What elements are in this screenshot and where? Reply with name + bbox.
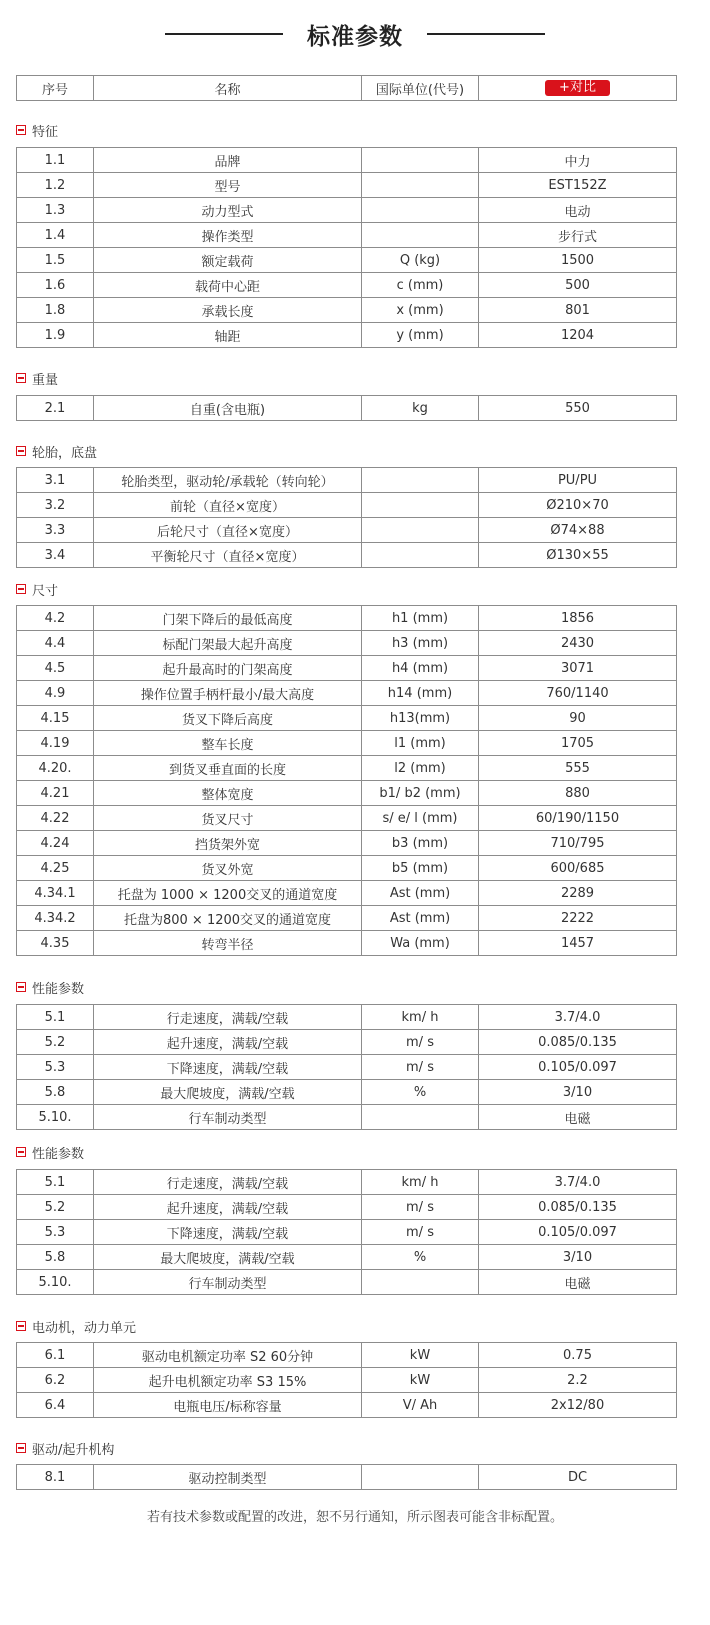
section-title: 轮胎，底盘 (32, 445, 98, 461)
row-number: 5.2 (17, 1030, 94, 1055)
param-unit: kg (362, 396, 479, 421)
collapse-minus-icon[interactable] (16, 982, 26, 992)
table-row (17, 631, 677, 656)
param-name: 起升速度，满载/空载 (94, 1030, 362, 1055)
section-header (16, 368, 58, 388)
param-name: 承载长度 (94, 298, 362, 323)
row-number: 5.1 (17, 1005, 94, 1030)
table-row (17, 198, 677, 223)
param-value: 3/10 (479, 1080, 677, 1105)
table-row (17, 298, 677, 323)
param-name: 额定载荷 (94, 248, 362, 273)
table-row (17, 881, 677, 906)
param-unit (362, 518, 479, 543)
param-name: 行走速度，满载/空载 (94, 1005, 362, 1030)
row-number: 4.9 (17, 681, 94, 706)
param-unit (362, 173, 479, 198)
row-number: 4.15 (17, 706, 94, 731)
param-unit: kW (362, 1343, 479, 1368)
table-row (17, 831, 677, 856)
table-row (17, 323, 677, 348)
row-number: 4.20. (17, 756, 94, 781)
table-row (17, 148, 677, 173)
row-number: 3.3 (17, 518, 94, 543)
param-unit: h14 (mm) (362, 681, 479, 706)
param-name: 动力型式 (94, 198, 362, 223)
param-name: 转弯半径 (94, 931, 362, 956)
param-value: 600/685 (479, 856, 677, 881)
row-number: 8.1 (17, 1465, 94, 1490)
spec-table (16, 1004, 677, 1130)
param-value: 1204 (479, 323, 677, 348)
param-unit: Q (kg) (362, 248, 479, 273)
row-number: 4.19 (17, 731, 94, 756)
section-title: 性能参数 (32, 1146, 85, 1162)
param-unit (362, 543, 479, 568)
row-number: 1.4 (17, 223, 94, 248)
param-unit: l1 (mm) (362, 731, 479, 756)
param-unit: h4 (mm) (362, 656, 479, 681)
table-row (17, 518, 677, 543)
table-row (17, 493, 677, 518)
row-number: 2.1 (17, 396, 94, 421)
param-value: 2430 (479, 631, 677, 656)
section-header (16, 1316, 136, 1336)
row-number: 4.34.2 (17, 906, 94, 931)
header-col-compare (479, 76, 677, 101)
row-number: 4.22 (17, 806, 94, 831)
row-number: 6.2 (17, 1368, 94, 1393)
param-value: Ø130×55 (479, 543, 677, 568)
table-row (17, 1220, 677, 1245)
header-table (16, 75, 677, 101)
param-value: 1500 (479, 248, 677, 273)
row-number: 5.1 (17, 1170, 94, 1195)
table-row (17, 1030, 677, 1055)
param-value: 1457 (479, 931, 677, 956)
param-name: 货叉外宽 (94, 856, 362, 881)
row-number: 4.35 (17, 931, 94, 956)
table-row (17, 1005, 677, 1030)
param-value: 2.2 (479, 1368, 677, 1393)
header-col-unit: 国际单位(代号) (362, 76, 479, 101)
spec-table (16, 1169, 677, 1295)
row-number: 4.2 (17, 606, 94, 631)
page-title-bar (0, 14, 710, 54)
param-name: 标配门架最大起升高度 (94, 631, 362, 656)
param-name: 货叉下降后高度 (94, 706, 362, 731)
param-value: 3/10 (479, 1245, 677, 1270)
row-number: 4.34.1 (17, 881, 94, 906)
section-header (16, 579, 58, 599)
table-row (17, 1245, 677, 1270)
row-number: 5.8 (17, 1080, 94, 1105)
section-header (16, 1438, 114, 1458)
param-value: 2x12/80 (479, 1393, 677, 1418)
param-name: 操作位置手柄杆最小/最大高度 (94, 681, 362, 706)
param-unit: m/ s (362, 1220, 479, 1245)
footnote: 若有技术参数或配置的改进，恕不另行通知，所示图表可能含非标配置。 (146, 1510, 563, 1525)
section-header (16, 120, 58, 140)
table-row (17, 781, 677, 806)
collapse-minus-icon[interactable] (16, 1147, 26, 1157)
row-number: 5.10. (17, 1105, 94, 1130)
param-name: 电瓶电压/标称容量 (94, 1393, 362, 1418)
param-name: 起升最高时的门架高度 (94, 656, 362, 681)
collapse-minus-icon[interactable] (16, 446, 26, 456)
section-header (16, 1142, 84, 1162)
section-title: 驱动/起升机构 (32, 1442, 115, 1458)
param-unit (362, 1270, 479, 1295)
param-unit (362, 1465, 479, 1490)
param-name: 下降速度，满载/空载 (94, 1055, 362, 1080)
param-name: 型号 (94, 173, 362, 198)
row-number: 4.21 (17, 781, 94, 806)
param-value: 3.7/4.0 (479, 1170, 677, 1195)
param-value: 步行式 (479, 223, 677, 248)
collapse-minus-icon[interactable] (16, 1443, 26, 1453)
section-header (16, 441, 97, 461)
row-number: 3.4 (17, 543, 94, 568)
section-title: 性能参数 (32, 981, 85, 997)
param-name: 品牌 (94, 148, 362, 173)
param-unit: s/ e/ l (mm) (362, 806, 479, 831)
param-name: 到货叉垂直面的长度 (94, 756, 362, 781)
row-number: 5.3 (17, 1220, 94, 1245)
param-name: 后轮尺寸（直径×宽度） (94, 518, 362, 543)
param-value: 0.105/0.097 (479, 1220, 677, 1245)
param-name: 行车制动类型 (94, 1105, 362, 1130)
table-row (17, 856, 677, 881)
table-row (17, 173, 677, 198)
param-value: 2289 (479, 881, 677, 906)
param-value: 电磁 (479, 1105, 677, 1130)
table-row (17, 223, 677, 248)
page-title: 标准参数 (307, 23, 403, 50)
row-number: 1.3 (17, 198, 94, 223)
param-name: 轴距 (94, 323, 362, 348)
title-line-right (427, 33, 545, 35)
section-header (16, 977, 84, 997)
row-number: 4.5 (17, 656, 94, 681)
param-value: 710/795 (479, 831, 677, 856)
param-value: 550 (479, 396, 677, 421)
param-unit: V/ Ah (362, 1393, 479, 1418)
param-unit: Ast (mm) (362, 881, 479, 906)
param-name: 最大爬坡度，满载/空载 (94, 1245, 362, 1270)
param-unit: y (mm) (362, 323, 479, 348)
row-number: 1.9 (17, 323, 94, 348)
param-value: 0.75 (479, 1343, 677, 1368)
param-value: 0.085/0.135 (479, 1195, 677, 1220)
table-row (17, 1465, 677, 1490)
param-value: 90 (479, 706, 677, 731)
param-value: 801 (479, 298, 677, 323)
param-unit: h13(mm) (362, 706, 479, 731)
row-number: 4.24 (17, 831, 94, 856)
table-row (17, 1055, 677, 1080)
table-row (17, 1270, 677, 1295)
spec-table (16, 1464, 677, 1490)
param-name: 托盘为800 × 1200交叉的通道宽度 (94, 906, 362, 931)
table-row (17, 656, 677, 681)
param-unit: m/ s (362, 1195, 479, 1220)
param-unit (362, 148, 479, 173)
section-title: 电动机，动力单元 (32, 1320, 137, 1336)
collapse-minus-icon[interactable] (16, 373, 26, 383)
param-name: 驱动电机额定功率 S2 60分钟 (94, 1343, 362, 1368)
param-value: Ø74×88 (479, 518, 677, 543)
param-name: 起升速度，满载/空载 (94, 1195, 362, 1220)
param-unit (362, 1105, 479, 1130)
param-name: 平衡轮尺寸（直径×宽度） (94, 543, 362, 568)
spec-table (16, 147, 677, 348)
param-unit: km/ h (362, 1170, 479, 1195)
row-number: 5.10. (17, 1270, 94, 1295)
row-number: 1.5 (17, 248, 94, 273)
table-row (17, 606, 677, 631)
spec-table (16, 467, 677, 568)
section-title: 尺寸 (32, 583, 59, 599)
param-name: 自重(含电瓶) (94, 396, 362, 421)
param-unit: h3 (mm) (362, 631, 479, 656)
param-value: 1705 (479, 731, 677, 756)
row-number: 1.8 (17, 298, 94, 323)
table-row (17, 1080, 677, 1105)
param-value: 2222 (479, 906, 677, 931)
param-value: 1856 (479, 606, 677, 631)
param-name: 挡货架外宽 (94, 831, 362, 856)
table-row (17, 1195, 677, 1220)
table-row (17, 706, 677, 731)
param-unit: c (mm) (362, 273, 479, 298)
section-title: 特征 (32, 124, 59, 140)
param-value: 555 (479, 756, 677, 781)
table-row (17, 1393, 677, 1418)
param-unit: b1/ b2 (mm) (362, 781, 479, 806)
spec-table (16, 395, 677, 421)
param-name: 行走速度，满载/空载 (94, 1170, 362, 1195)
param-name: 行车制动类型 (94, 1270, 362, 1295)
param-unit: % (362, 1245, 479, 1270)
compare-button[interactable]: +对比 (545, 80, 610, 96)
param-value: 电动 (479, 198, 677, 223)
row-number: 1.6 (17, 273, 94, 298)
table-row (17, 681, 677, 706)
row-number: 3.1 (17, 468, 94, 493)
row-number: 6.4 (17, 1393, 94, 1418)
param-name: 托盘为 1000 × 1200交叉的通道宽度 (94, 881, 362, 906)
param-value: 0.085/0.135 (479, 1030, 677, 1055)
param-unit: m/ s (362, 1055, 479, 1080)
header-col-name: 名称 (94, 76, 362, 101)
param-name: 整体宽度 (94, 781, 362, 806)
param-value: PU/PU (479, 468, 677, 493)
param-unit: kW (362, 1368, 479, 1393)
param-value: 60/190/1150 (479, 806, 677, 831)
table-row (17, 543, 677, 568)
table-row (17, 806, 677, 831)
table-row (17, 273, 677, 298)
row-number: 4.25 (17, 856, 94, 881)
param-value: Ø210×70 (479, 493, 677, 518)
param-value: DC (479, 1465, 677, 1490)
param-value: EST152Z (479, 173, 677, 198)
title-line-left (165, 33, 283, 35)
param-unit: km/ h (362, 1005, 479, 1030)
table-row (17, 468, 677, 493)
table-row (17, 1105, 677, 1130)
table-row (17, 756, 677, 781)
param-name: 操作类型 (94, 223, 362, 248)
table-row (17, 1170, 677, 1195)
table-row (17, 931, 677, 956)
param-value: 760/1140 (479, 681, 677, 706)
param-name: 驱动控制类型 (94, 1465, 362, 1490)
param-name: 整车长度 (94, 731, 362, 756)
param-name: 载荷中心距 (94, 273, 362, 298)
row-number: 5.8 (17, 1245, 94, 1270)
spec-table (16, 1342, 677, 1418)
param-unit (362, 468, 479, 493)
param-unit: b3 (mm) (362, 831, 479, 856)
param-unit: Ast (mm) (362, 906, 479, 931)
row-number: 6.1 (17, 1343, 94, 1368)
row-number: 1.2 (17, 173, 94, 198)
param-value: 电磁 (479, 1270, 677, 1295)
table-row (17, 248, 677, 273)
param-unit (362, 198, 479, 223)
param-unit: l2 (mm) (362, 756, 479, 781)
table-row (17, 396, 677, 421)
param-name: 最大爬坡度，满载/空载 (94, 1080, 362, 1105)
row-number: 1.1 (17, 148, 94, 173)
table-row (17, 1343, 677, 1368)
row-number: 5.2 (17, 1195, 94, 1220)
collapse-minus-icon[interactable] (16, 1321, 26, 1331)
param-value: 3.7/4.0 (479, 1005, 677, 1030)
param-unit: % (362, 1080, 479, 1105)
collapse-minus-icon[interactable] (16, 125, 26, 135)
collapse-minus-icon[interactable] (16, 584, 26, 594)
param-name: 前轮（直径×宽度） (94, 493, 362, 518)
param-name: 起升电机额定功率 S3 15% (94, 1368, 362, 1393)
param-unit: m/ s (362, 1030, 479, 1055)
param-unit: Wa (mm) (362, 931, 479, 956)
header-col-no: 序号 (17, 76, 94, 101)
param-value: 500 (479, 273, 677, 298)
param-unit: h1 (mm) (362, 606, 479, 631)
section-title: 重量 (32, 372, 59, 388)
table-row (17, 731, 677, 756)
row-number: 3.2 (17, 493, 94, 518)
row-number: 4.4 (17, 631, 94, 656)
param-unit: b5 (mm) (362, 856, 479, 881)
table-row (17, 906, 677, 931)
param-name: 下降速度，满载/空载 (94, 1220, 362, 1245)
spec-table (16, 605, 677, 956)
param-unit (362, 493, 479, 518)
param-unit: x (mm) (362, 298, 479, 323)
param-name: 轮胎类型，驱动轮/承载轮（转向轮） (94, 468, 362, 493)
row-number: 5.3 (17, 1055, 94, 1080)
param-value: 中力 (479, 148, 677, 173)
param-unit (362, 223, 479, 248)
param-value: 3071 (479, 656, 677, 681)
param-value: 0.105/0.097 (479, 1055, 677, 1080)
param-name: 门架下降后的最低高度 (94, 606, 362, 631)
param-name: 货叉尺寸 (94, 806, 362, 831)
table-row (17, 1368, 677, 1393)
param-value: 880 (479, 781, 677, 806)
